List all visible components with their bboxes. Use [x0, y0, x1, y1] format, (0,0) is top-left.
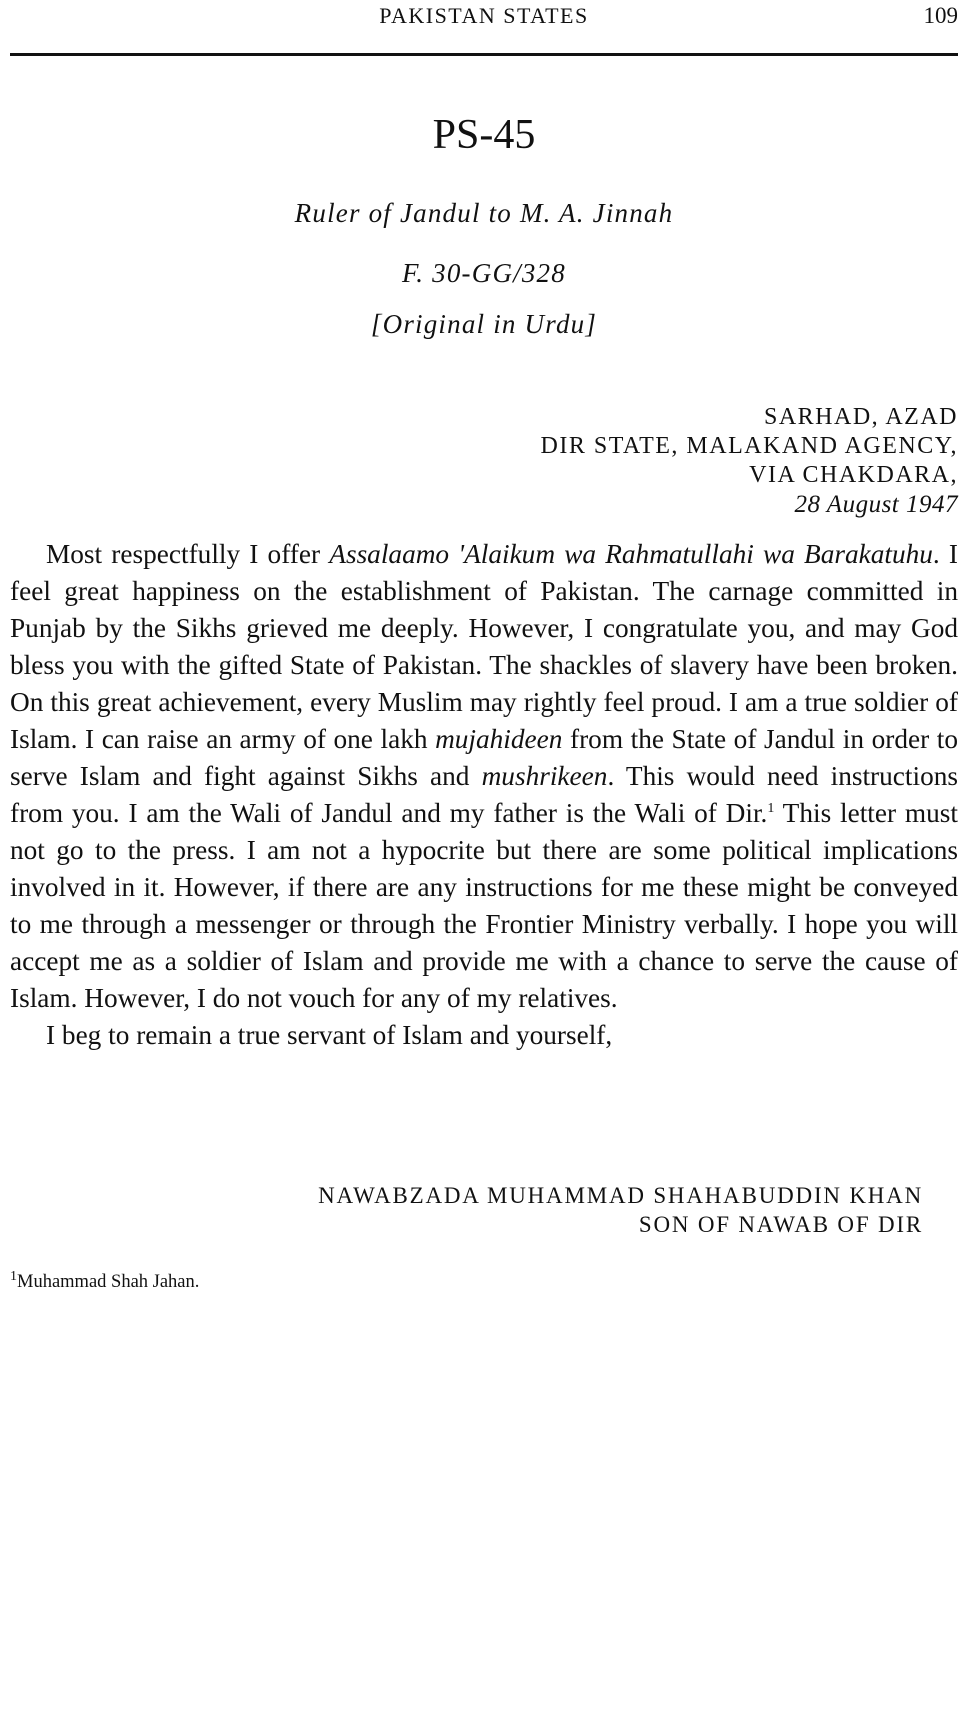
letter-date: 28 August 1947 [794, 491, 958, 518]
page-number: 109 [923, 3, 958, 28]
footnote-marker: 1 [10, 1268, 17, 1284]
header-rule [10, 53, 958, 56]
running-header [10, 0, 958, 30]
signature-block [318, 1181, 923, 1239]
file-reference: F. 30-GG/328 [402, 258, 566, 288]
document-number: PS-45 [432, 112, 536, 158]
signatory-title: SON OF NAWAB OF DIR [638, 1212, 923, 1237]
body-text-span: . This would need instructions from you. I am the Wali of Jandul and my father is the Wali of Dir. [10, 761, 958, 828]
address-line: DIR STATE, MALAKAND AGENCY, [540, 433, 958, 459]
footnote [10, 1268, 200, 1293]
body-text-span: This letter must not go to the press. I am not a hypocrite but there are some political implications involved in it. However, if there are any instructions for me these might be conveyed to me through a messenger or through the Frontier Ministry verbally. I hope you will accept me as a soldier of Islam and provide me with a chance to serve the cause of Islam. However, I do not vouch for any of my relatives. [10, 798, 958, 1013]
language-note: [Original in Urdu] [370, 309, 598, 339]
body-text-span: Most respectfully I offer [46, 539, 330, 569]
running-title: PAKISTAN STATES [379, 3, 589, 28]
address-line: VIA CHAKDARA, [749, 462, 958, 488]
signatory-name: NAWABZADA MUHAMMAD SHAHABUDDIN KHAN [318, 1183, 923, 1208]
body-paragraph [10, 536, 958, 1017]
body-text-span: . I feel great happiness on the establishment of Pakistan. The carnage committed in Punjab by the Sikhs grieved me deeply. However, I congratulate you, and may God bless you with the gifted State of Pakistan. The shackles of slavery have been broken. On this great achievement, every Muslim may rightly feel proud. I am a true soldier of Islam. I can raise an army of one lakh [10, 539, 958, 754]
letter-body [10, 536, 958, 1054]
closing-paragraph: I beg to remain a true servant of Islam and yourself, [46, 1020, 613, 1050]
sender-address [541, 403, 958, 519]
document-description: Ruler of Jandul to M. A. Jinnah [294, 198, 674, 228]
italic-term: mushrikeen [481, 761, 608, 791]
footnote-reference: 1 [767, 800, 775, 816]
address-line: SARHAD, AZAD [763, 404, 958, 430]
italic-term: mujahideen [435, 724, 563, 754]
greeting-phrase: Assalaamo 'Alaikum wa Rahmatullahi wa Barakatuhu [329, 539, 933, 569]
footnote-text: Muhammad Shah Jahan. [17, 1272, 200, 1292]
body-text-span: from the State of Jandul in order to serve Islam and fight against Sikhs and [10, 724, 958, 791]
